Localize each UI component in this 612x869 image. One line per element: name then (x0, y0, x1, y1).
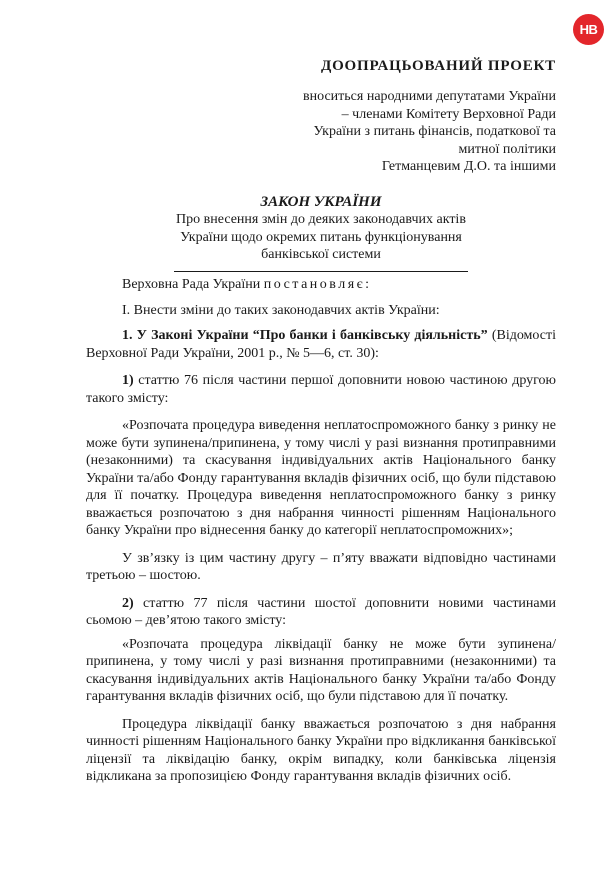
submitter-line: Гетманцевим Д.О. та іншими (381, 159, 556, 175)
subitem-2 (86, 595, 556, 630)
subitem-1-number: 1) (122, 373, 134, 388)
submitter-line: – членами Комітету Верховної Ради (341, 106, 556, 122)
law-title: ЗАКОН УКРАЇНИ (260, 194, 382, 210)
enactment-prefix: Верховна Рада України (122, 277, 261, 292)
quote-1: «Розпочата процедура виведення неплатоспроможного банку з ринку не може бути зупинена/припинена, у тому числі у разі визнання протиправними (незаконними) та скасування індивідуальних актів Національного банку України та/або Фонду гарантування вкладів фізичних осіб, що були підставою для її початку. Процедура виведення неплатоспроможного банку з ринку вважається розпочатою з дня набрання чинності рішенням Національного банку України про віднесення банку до категорії неплатоспроможних»; (86, 418, 556, 538)
submitter-line: митної політики (458, 141, 556, 157)
item-1-title: 1. У Законі України “Про банки і банківську діяльність” (122, 328, 488, 343)
enactment-word: постановляє: (263, 277, 372, 292)
law-body (86, 276, 556, 786)
renumber-note: У зв’язку із цим частину другу – п’яту вважати відповідно частинами третьою – шостою. (86, 550, 556, 583)
law-subtitle (86, 211, 556, 264)
title-divider (174, 271, 468, 272)
subitem-2-text: статтю 77 після частини шостої доповнити новими частинами сьомою – дев’ятою такого змісту: (86, 595, 556, 628)
submitter-block (236, 88, 556, 176)
subitem-2-number: 2) (122, 595, 134, 611)
draft-label: ДООПРАЦЬОВАНИЙ ПРОЕКТ (320, 58, 556, 74)
section-1: І. Внести зміни до таких законодавчих актів України: (122, 302, 440, 318)
item-1-source: (Відомості Верховної Ради України, 2001 р., № 5—6, ст. 30): (86, 328, 556, 361)
submitter-line: України з питань фінансів, податкової та (313, 124, 556, 140)
law-subtitle-line: Про внесення змін до деяких законодавчих актів (176, 212, 466, 227)
enactment-line (86, 276, 556, 294)
nv-logo: НВ (573, 14, 604, 45)
submitter-line: вноситься народними депутатами України (303, 89, 556, 104)
quote-2: «Розпочата процедура ліквідації банку не може бути зупинена/припинена, у тому числі у разі визнання протиправними (незаконними) та скасування індивідуальних актів Національного банку України та/або Фонду гарантування вкладів фізичних осіб, що були підставою для її початку. (86, 636, 556, 704)
law-subtitle-line: банківської системи (261, 247, 381, 262)
item-1 (86, 327, 556, 362)
subitem-1-text: статтю 76 після частини першої доповнити новою частиною другою такого змісту: (86, 373, 556, 406)
subitem-1 (86, 372, 556, 407)
quote-3: Процедура ліквідації банку вважається розпочатою з дня набрання чинності рішенням Національного банку України про відкликання банківської ліцензії та ліквідацію банку, окрім випадку, коли банківська ліцензія відкликана за пропозицією Фонду гарантування вкладів фізичних осіб. (86, 716, 556, 784)
law-subtitle-line: України щодо окремих питань функціонування (180, 229, 462, 245)
